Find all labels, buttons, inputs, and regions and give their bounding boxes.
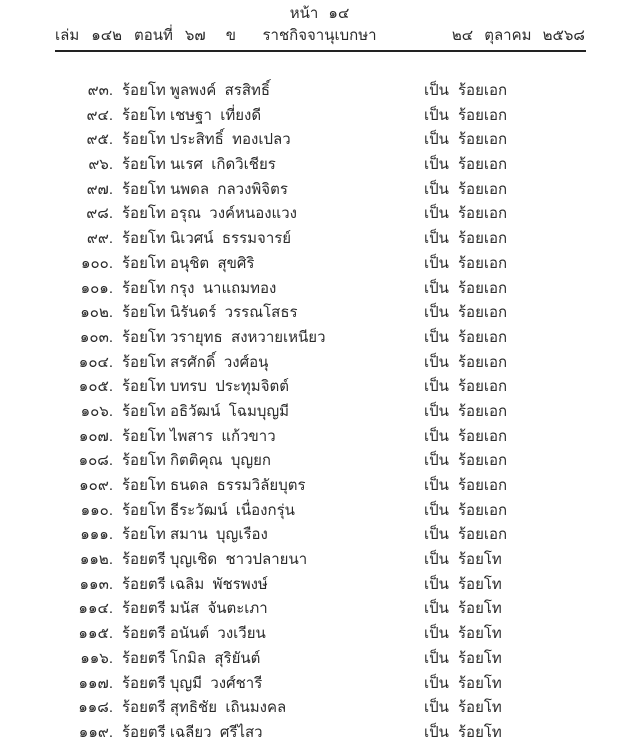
new-rank: ร้อยโท	[458, 723, 502, 741]
entry-number: ๙๓.	[87, 82, 113, 99]
officer-name: ร้อยโท ประสิทธิ์ ทองเปลว	[122, 131, 291, 149]
new-rank: ร้อยเอก	[458, 501, 508, 519]
become-label: เป็น	[424, 427, 449, 445]
new-rank: ร้อยเอก	[458, 279, 508, 297]
become-label: เป็น	[424, 674, 449, 692]
become-label: เป็น	[424, 328, 449, 346]
officer-name: ร้อยโท นิเวศน์ ธรรมจารย์	[122, 230, 292, 248]
entry-number: ๙๕.	[86, 131, 113, 149]
new-rank: ร้อยโท	[458, 600, 502, 618]
entry-number: ๙๘.	[86, 205, 113, 223]
officer-name: ร้อยตรี เฉลียว ศรีไสว	[122, 723, 263, 741]
officer-name: ร้อยโท วรายุทธ สงหวายเหนียว	[122, 328, 326, 346]
entry-number: ๑๐๖.	[80, 402, 113, 420]
new-rank: ร้อยเอก	[458, 131, 508, 149]
promotion-row	[0, 449, 639, 474]
become-label: เป็น	[424, 600, 449, 618]
officer-name: ร้อยโท สรศักดิ์ วงศ์อนุ	[122, 353, 269, 371]
promotion-row	[0, 351, 639, 376]
become-label: เป็น	[424, 526, 449, 544]
officer-name: ร้อยโท อรุณ วงค์หนองแวง	[122, 205, 297, 223]
entry-number: ๑๐๐.	[81, 254, 113, 272]
promotion-row	[0, 202, 639, 227]
new-rank: ร้อยเอก	[458, 156, 508, 174]
promotion-row	[0, 474, 639, 499]
promotion-row	[0, 499, 639, 524]
entry-number: ๑๑๘.	[78, 699, 113, 717]
new-rank: ร้อยเอก	[458, 328, 508, 346]
entry-number: ๑๐๑.	[80, 279, 113, 297]
become-label: เป็น	[424, 230, 449, 248]
become-label: เป็น	[424, 402, 449, 420]
promotion-row	[0, 104, 639, 129]
officer-name: ร้อยโท บทรบ ประทุมจิตต์	[122, 378, 289, 396]
new-rank: ร้อยเอก	[458, 452, 508, 470]
masthead	[0, 26, 639, 46]
gazette-date: ๒๔ ตุลาคม ๒๕๖๘	[451, 27, 585, 44]
new-rank: ร้อยโท	[458, 551, 502, 569]
officer-name: ร้อยโท กิตติคุณ บุญยก	[122, 452, 271, 470]
new-rank: ร้อยเอก	[458, 205, 508, 223]
promotion-row	[0, 301, 639, 326]
officer-name: ร้อยโท พูลพงค์ สรสิทธิ์	[122, 82, 271, 99]
new-rank: ร้อยโท	[458, 649, 502, 667]
promotion-row	[0, 178, 639, 203]
new-rank: ร้อยเอก	[458, 230, 508, 248]
entry-number: ๑๑๖.	[80, 649, 113, 667]
officer-name: ร้อยโท นเรศ เกิดวิเชียร	[122, 156, 276, 174]
officer-name: ร้อยโท ธนดล ธรรมวิลัยบุตร	[122, 477, 306, 494]
volume-label: เล่ม	[55, 27, 80, 44]
officer-name: ร้อยตรี มนัส จันตะเภา	[122, 600, 268, 618]
new-rank: ร้อยโท	[458, 625, 502, 643]
become-label: เป็น	[424, 205, 449, 223]
new-rank: ร้อยเอก	[458, 402, 508, 420]
entry-number: ๑๑๓.	[79, 575, 113, 593]
become-label: เป็น	[424, 353, 449, 371]
entry-number: ๑๑๔.	[78, 600, 113, 618]
officer-name: ร้อยโท สมาน บุญเรือง	[122, 526, 268, 544]
promotion-row	[0, 375, 639, 400]
promotion-row	[0, 326, 639, 351]
promotion-row	[0, 696, 639, 721]
entry-number: ๑๐๗.	[78, 427, 113, 445]
entry-number: ๑๐๔.	[78, 353, 113, 371]
promotion-row	[0, 721, 639, 746]
entry-number: ๑๑๐.	[80, 501, 113, 519]
become-label: เป็น	[424, 477, 449, 494]
officer-name: ร้อยโท อนุชิต สุขศิริ	[122, 254, 255, 272]
entry-number: ๑๑๙.	[78, 723, 113, 741]
officer-name: ร้อยโท อธิวัฒน์ โฉมบุญมี	[122, 402, 290, 420]
entry-number: ๑๑๕.	[78, 625, 113, 643]
part-value: ๖๗	[184, 27, 206, 44]
entry-number: ๙๙.	[86, 230, 113, 248]
promotion-row	[0, 277, 639, 302]
volume-value: ๑๔๒	[91, 27, 122, 44]
new-rank: ร้อยเอก	[458, 378, 508, 396]
officer-name: ร้อยตรี เฉลิม พัชรพงษ์	[122, 575, 268, 593]
entry-number: ๑๐๘.	[78, 452, 113, 470]
header-divider	[55, 50, 586, 52]
become-label: เป็น	[424, 131, 449, 149]
become-label: เป็น	[424, 82, 449, 99]
new-rank: ร้อยเอก	[458, 427, 508, 445]
section-letter: ข	[225, 27, 236, 44]
entry-number: ๑๑๑.	[80, 526, 113, 544]
entry-number: ๑๑๒.	[79, 551, 113, 569]
become-label: เป็น	[424, 304, 449, 322]
new-rank: ร้อยโท	[458, 575, 502, 593]
officer-name: ร้อยโท กรุง นาแถมทอง	[122, 279, 277, 297]
promotion-list	[0, 79, 639, 746]
promotion-row	[0, 227, 639, 252]
become-label: เป็น	[424, 699, 449, 717]
new-rank: ร้อยเอก	[458, 526, 508, 544]
become-label: เป็น	[424, 501, 449, 519]
promotion-row	[0, 573, 639, 598]
entry-number: ๑๐๓.	[79, 328, 113, 346]
officer-name: ร้อยตรี โกมิล สุริยันต์	[122, 649, 261, 667]
officer-name: ร้อยตรี บุญมี วงศ์ชารี	[122, 674, 263, 692]
promotion-row	[0, 672, 639, 697]
officer-name: ร้อยตรี อนันต์ วงเวียน	[122, 625, 266, 643]
new-rank: ร้อยเอก	[458, 304, 508, 322]
new-rank: ร้อยเอก	[458, 82, 508, 99]
become-label: เป็น	[424, 156, 449, 174]
officer-name: ร้อยโท ไพสาร แก้วขาว	[122, 427, 276, 445]
new-rank: ร้อยเอก	[458, 353, 508, 371]
become-label: เป็น	[424, 575, 449, 593]
new-rank: ร้อยเอก	[458, 180, 508, 198]
gazette-title: ราชกิจจานุเบกษา	[262, 27, 377, 44]
entry-number: ๑๐๒.	[80, 304, 113, 322]
page-number-label: หน้า ๑๔	[289, 5, 350, 22]
become-label: เป็น	[424, 279, 449, 297]
officer-name: ร้อยตรี บุญเชิด ชาวปลายนา	[122, 551, 308, 569]
new-rank: ร้อยเอก	[458, 254, 508, 272]
promotion-row	[0, 400, 639, 425]
become-label: เป็น	[424, 452, 449, 470]
new-rank: ร้อยเอก	[458, 106, 508, 124]
promotion-row	[0, 597, 639, 622]
new-rank: ร้อยโท	[458, 674, 502, 692]
entry-number: ๑๑๗.	[78, 674, 113, 692]
become-label: เป็น	[424, 723, 449, 741]
promotion-row	[0, 153, 639, 178]
entry-number: ๑๐๙.	[79, 477, 113, 494]
officer-name: ร้อยโท ธีระวัฒน์ เนื่องกรุ่น	[122, 501, 295, 519]
become-label: เป็น	[424, 254, 449, 272]
promotion-row	[0, 128, 639, 153]
part-label: ตอนที่	[133, 27, 173, 44]
promotion-row	[0, 425, 639, 450]
new-rank: ร้อยโท	[458, 699, 502, 717]
entry-number: ๑๐๕.	[78, 378, 113, 396]
become-label: เป็น	[424, 180, 449, 198]
new-rank: ร้อยเอก	[458, 477, 508, 494]
entry-number: ๙๖.	[88, 156, 113, 174]
promotion-row	[0, 622, 639, 647]
officer-name: ร้อยโท นพดล กลวงพิจิตร	[122, 180, 288, 198]
entry-number: ๙๗.	[86, 180, 113, 198]
officer-name: ร้อยโท นิรันดร์ วรรณโสธร	[122, 304, 298, 322]
promotion-row	[0, 523, 639, 548]
become-label: เป็น	[424, 551, 449, 569]
become-label: เป็น	[424, 106, 449, 124]
officer-name: ร้อยโท เชษฐา เที่ยงดี	[122, 106, 262, 124]
officer-name: ร้อยตรี สุทธิชัย เถินมงคล	[122, 699, 287, 717]
promotion-row	[0, 252, 639, 277]
promotion-row	[0, 79, 639, 104]
become-label: เป็น	[424, 378, 449, 396]
become-label: เป็น	[424, 625, 449, 643]
promotion-row	[0, 647, 639, 672]
promotion-row	[0, 548, 639, 573]
become-label: เป็น	[424, 649, 449, 667]
entry-number: ๙๔.	[86, 106, 113, 124]
